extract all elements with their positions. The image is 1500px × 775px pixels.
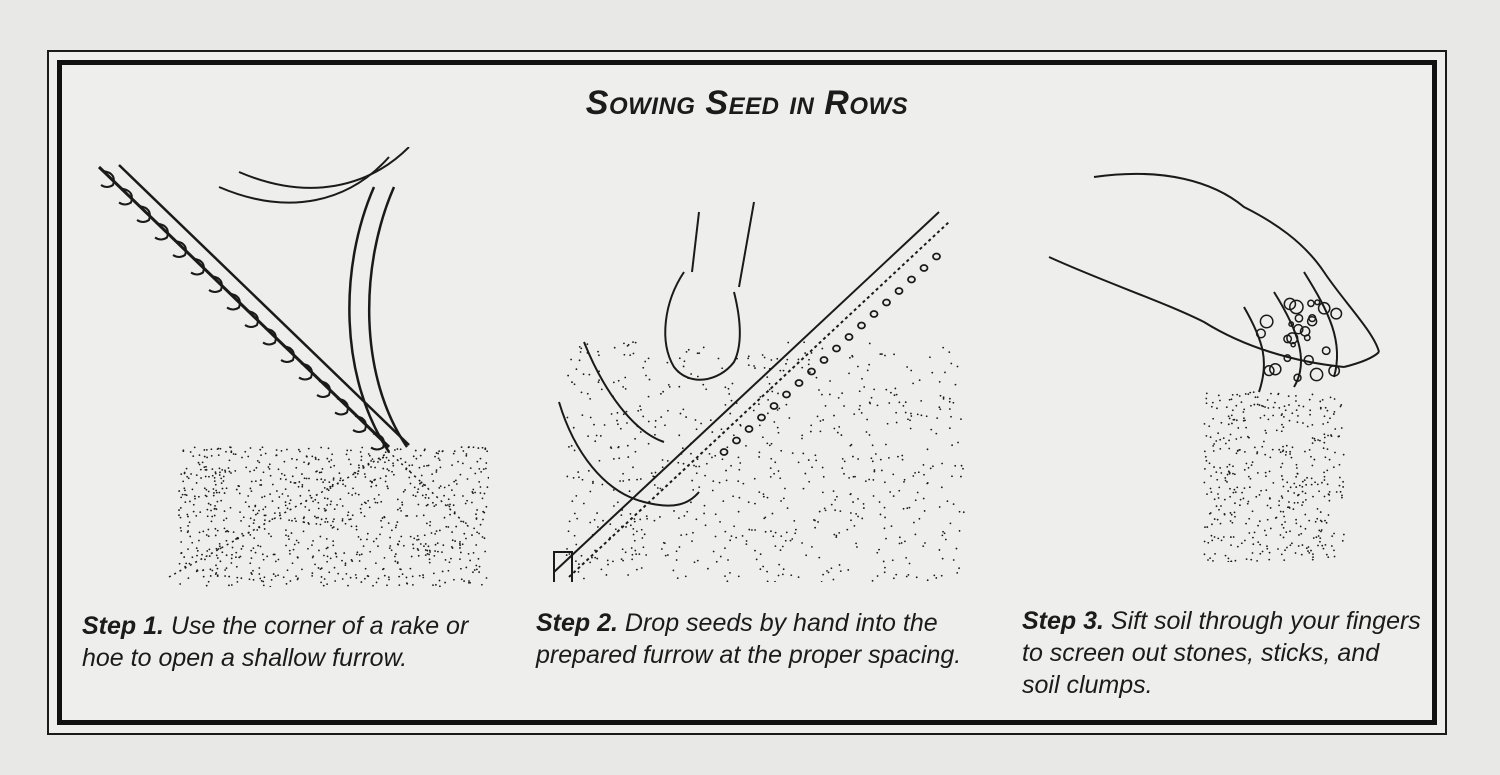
step-1-text: Use the corner of a rake or hoe to open a shallow furrow. (82, 612, 469, 672)
step-3-label: Step 3. (1022, 607, 1111, 635)
step-2-text: Drop seeds by hand into the prepared furrow at the proper spacing. (536, 609, 962, 669)
step-2-label: Step 2. (536, 609, 625, 637)
step-3-text: Sift soil through your fingers to screen out stones, sticks, and soil clumps. (1022, 607, 1421, 699)
rake-furrow-illustration (89, 147, 489, 587)
step-2-caption (536, 607, 976, 671)
soil-sifting-illustration (1044, 162, 1394, 562)
step-3-caption (1022, 605, 1422, 701)
seed-dropping-illustration (544, 192, 974, 582)
sidebar-box (47, 50, 1447, 735)
box-title: Sowing Seed in Rows (585, 84, 909, 122)
step-1-label: Step 1. (82, 612, 171, 640)
step-1-caption (82, 610, 492, 674)
